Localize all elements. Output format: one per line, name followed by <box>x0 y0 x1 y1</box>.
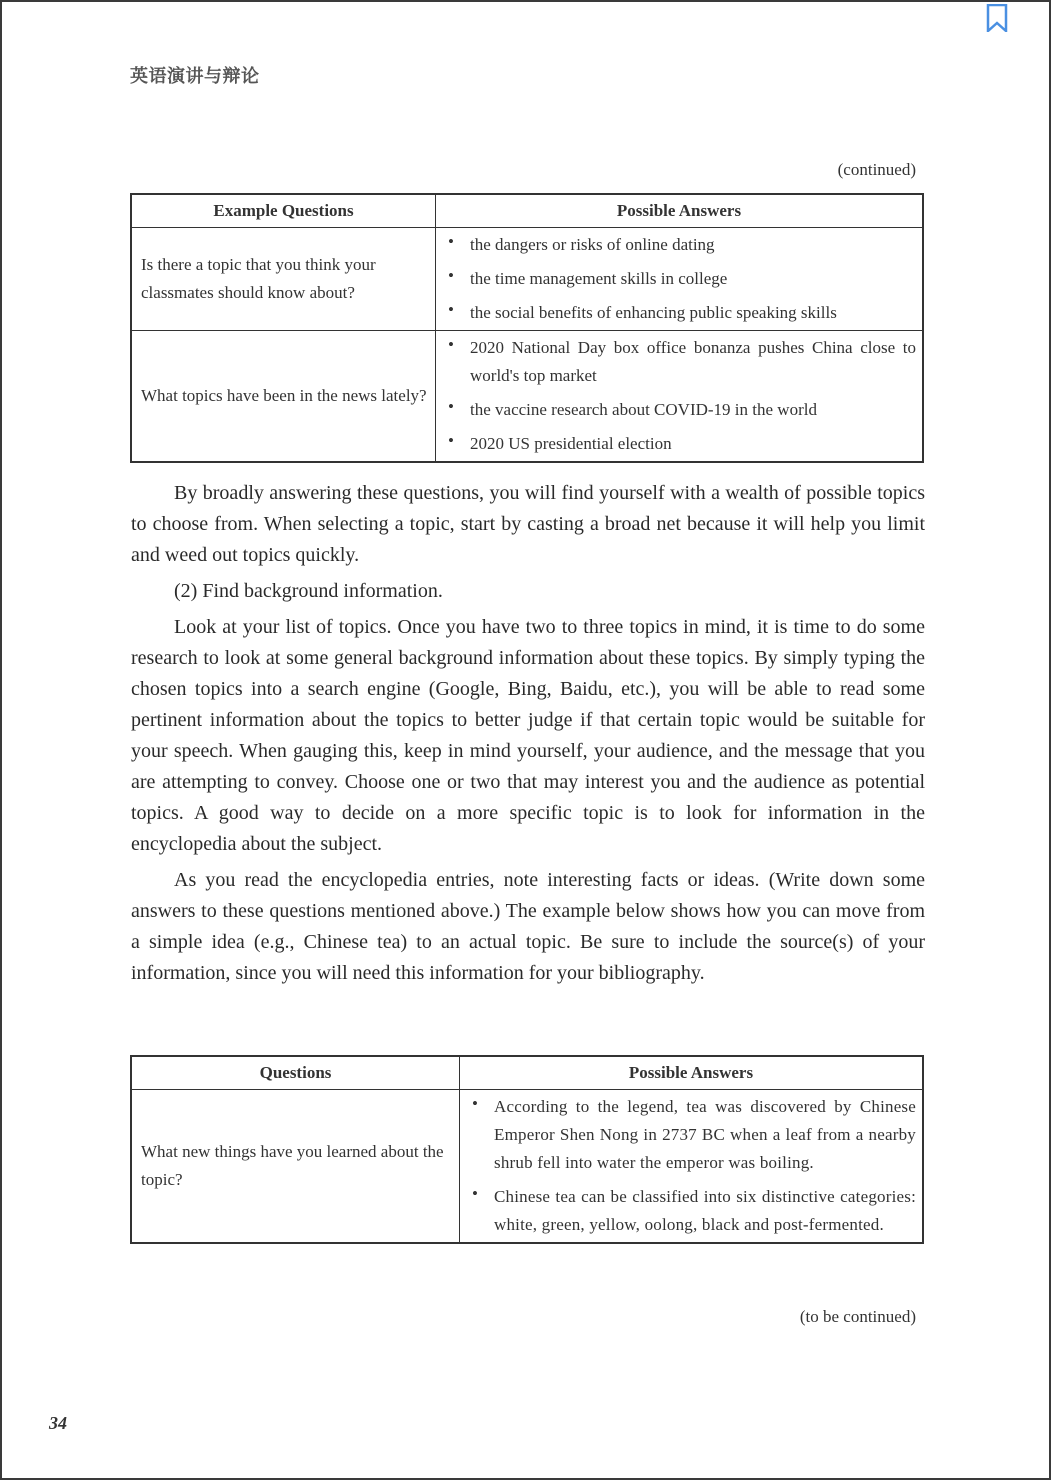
table-row <box>131 228 923 331</box>
list-item: • the time management skills in college <box>444 262 916 296</box>
answers-list <box>468 1090 916 1242</box>
example-questions-table <box>130 193 924 463</box>
question-cell: What topics have been in the news lately? <box>131 331 436 463</box>
to-be-continued-note: (to be continued) <box>799 1307 916 1326</box>
column-header-questions: Questions <box>131 1056 460 1090</box>
list-item: • the dangers or risks of online dating <box>444 228 916 262</box>
answers-cell <box>460 1090 924 1244</box>
running-head: 英语演讲与辩论 <box>130 66 260 87</box>
question-cell: Is there a topic that you think your classmates should know about? <box>131 228 436 331</box>
answers-list <box>444 228 916 330</box>
page-number: 34 <box>49 1413 67 1433</box>
table-row <box>131 331 923 463</box>
list-item: • According to the legend, tea was discovered by Chinese Emperor Shen Nong in 2737 BC when a leaf from a nearby shrub fell into water the emperor was boiling. <box>468 1090 916 1180</box>
table-row <box>131 1090 923 1244</box>
list-item: • the social benefits of enhancing public speaking skills <box>444 296 916 330</box>
bookmark-icon[interactable] <box>986 4 1008 32</box>
list-item: • Chinese tea can be classified into six distinctive categories: white, green, yellow, oolong, black and post-fermented. <box>468 1180 916 1242</box>
table-header-row <box>131 194 923 228</box>
answers-cell <box>436 331 924 463</box>
chinese-tea-example-table <box>130 1055 924 1244</box>
document-page <box>2 2 1049 1478</box>
question-cell: What new things have you learned about the topic? <box>131 1090 460 1244</box>
table-header-row <box>131 1056 923 1090</box>
column-header-questions: Example Questions <box>131 194 436 228</box>
column-header-answers: Possible Answers <box>460 1056 924 1090</box>
section-heading: (2) Find background information. <box>174 580 443 602</box>
list-item: • the vaccine research about COVID-19 in the world <box>444 393 916 427</box>
list-item: • 2020 US presidential election <box>444 427 916 461</box>
answers-list <box>444 331 916 461</box>
continued-note: (continued) <box>837 160 916 179</box>
paragraph: As you read the encyclopedia entries, note interesting facts or ideas. (Write down some answers to these questions mentioned above.) The example below shows how you can move from a simple idea (e.g., Chinese tea) to an actual topic. Be sure to include the source(s) of your information, since you will need this information for your bibliography. <box>131 869 925 984</box>
list-item: • 2020 National Day box office bonanza pushes China close to world's top market <box>444 331 916 393</box>
body-text <box>131 478 925 994</box>
paragraph: Look at your list of topics. Once you have two to three topics in mind, it is time to do some research to look at some general background information about these topics. By simply typing the chosen topics into a search engine (Google, Bing, Baidu, etc.), you will be able to read some pertinent information about the topics to better judge if that certain topic would be suitable for your speech. When gauging this, keep in mind yourself, your audience, and the message that you are attempting to convey. Choose one or two that may interest you and the audience as potential topics. A good way to decide on a more specific topic is to look for information in the encyclopedia about the subject. <box>131 616 925 855</box>
column-header-answers: Possible Answers <box>436 194 924 228</box>
answers-cell <box>436 228 924 331</box>
paragraph: By broadly answering these questions, you will find yourself with a wealth of possible topics to choose from. When selecting a topic, start by casting a broad net because it will help you limit and weed out topics quickly. <box>131 482 925 566</box>
